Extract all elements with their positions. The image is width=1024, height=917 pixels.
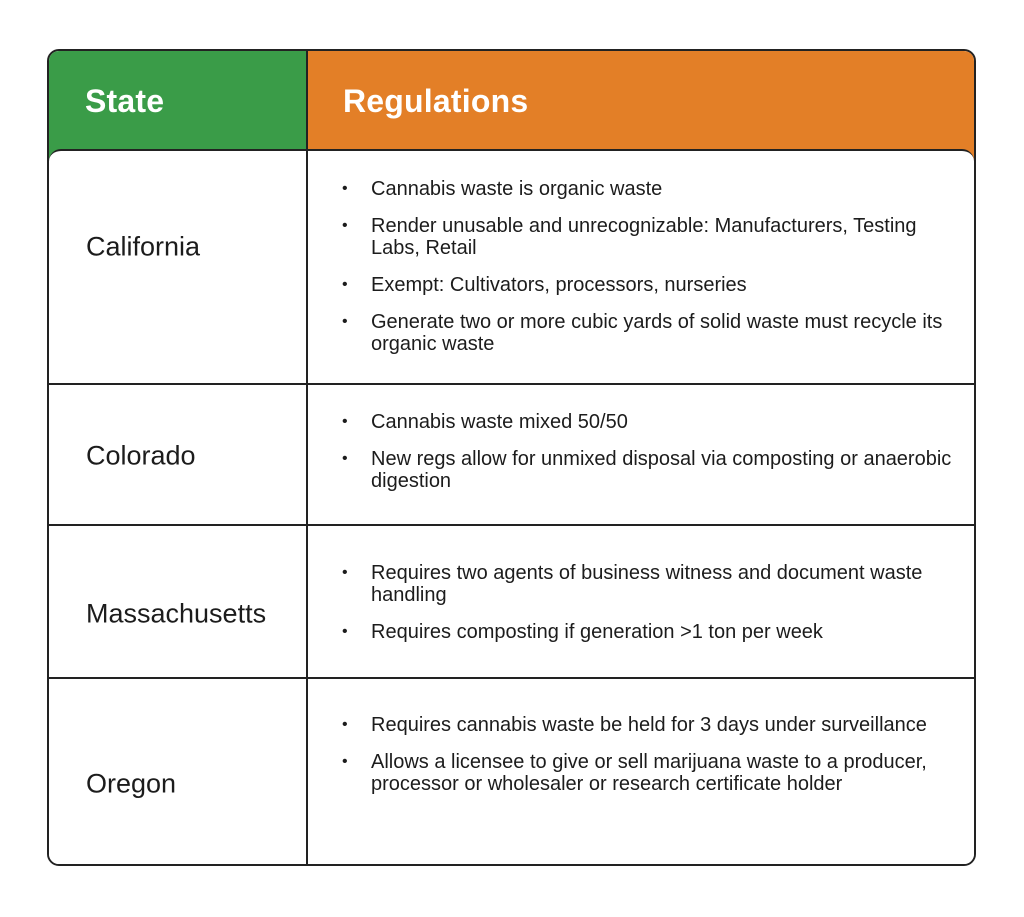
bullet-icon: • — [342, 313, 348, 330]
list-item — [329, 215, 954, 259]
list-item — [329, 178, 954, 200]
list-item — [329, 448, 954, 492]
regulations-table — [47, 49, 976, 866]
list-item — [329, 714, 954, 736]
regulation-text: Exempt: Cultivators, processors, nurseries — [371, 274, 747, 296]
regulations-list-massachusetts — [329, 562, 954, 643]
column-divider — [306, 151, 308, 864]
list-item — [329, 562, 954, 606]
regulations-list-oregon — [329, 714, 954, 795]
regulation-text: Requires composting if generation >1 ton per week — [371, 621, 823, 643]
state-cell-oregon: Oregon — [86, 768, 177, 799]
table-body — [49, 149, 974, 864]
regulations-list-colorado — [329, 411, 954, 492]
bullet-icon: • — [342, 413, 348, 430]
row-divider — [49, 524, 974, 526]
bullet-icon: • — [342, 450, 348, 467]
state-header-cell — [49, 51, 308, 163]
regulation-text: Requires two agents of business witness and document waste handling — [371, 562, 923, 606]
list-item — [329, 311, 954, 355]
list-item — [329, 411, 954, 433]
list-item — [329, 621, 954, 643]
bullet-icon: • — [342, 564, 348, 581]
regulation-text: Generate two or more cubic yards of solid waste must recycle its organic waste — [371, 311, 943, 355]
regulation-text: Cannabis waste is organic waste — [371, 178, 663, 200]
regulation-text: New regs allow for unmixed disposal via composting or anaerobic digestion — [371, 448, 952, 492]
row-divider — [49, 677, 974, 679]
bullet-icon: • — [342, 276, 348, 293]
bullet-icon: • — [342, 217, 348, 234]
list-item — [329, 751, 954, 795]
regulations-list-california — [329, 178, 954, 355]
bullet-icon: • — [342, 623, 348, 640]
row-divider — [49, 383, 974, 385]
state-column-header: State — [85, 83, 165, 119]
bullet-icon: • — [342, 753, 348, 770]
regulations-header-cell — [308, 51, 974, 163]
bullet-icon: • — [342, 180, 348, 197]
regulation-text: Requires cannabis waste be held for 3 days under surveillance — [371, 714, 927, 736]
regulation-text: Render unusable and unrecognizable: Manufacturers, Testing Labs, Retail — [371, 215, 917, 259]
table-header — [49, 51, 974, 163]
state-cell-massachusetts: Massachusetts — [86, 598, 267, 629]
regulation-text: Allows a licensee to give or sell marijuana waste to a producer, processor or wholesaler or research certificate holder — [371, 751, 927, 795]
regulation-text: Cannabis waste mixed 50/50 — [371, 411, 628, 433]
regulations-column-header: Regulations — [343, 83, 529, 119]
list-item — [329, 274, 954, 296]
bullet-icon: • — [342, 716, 348, 733]
state-cell-colorado: Colorado — [86, 440, 196, 471]
state-cell-california: California — [86, 231, 201, 262]
